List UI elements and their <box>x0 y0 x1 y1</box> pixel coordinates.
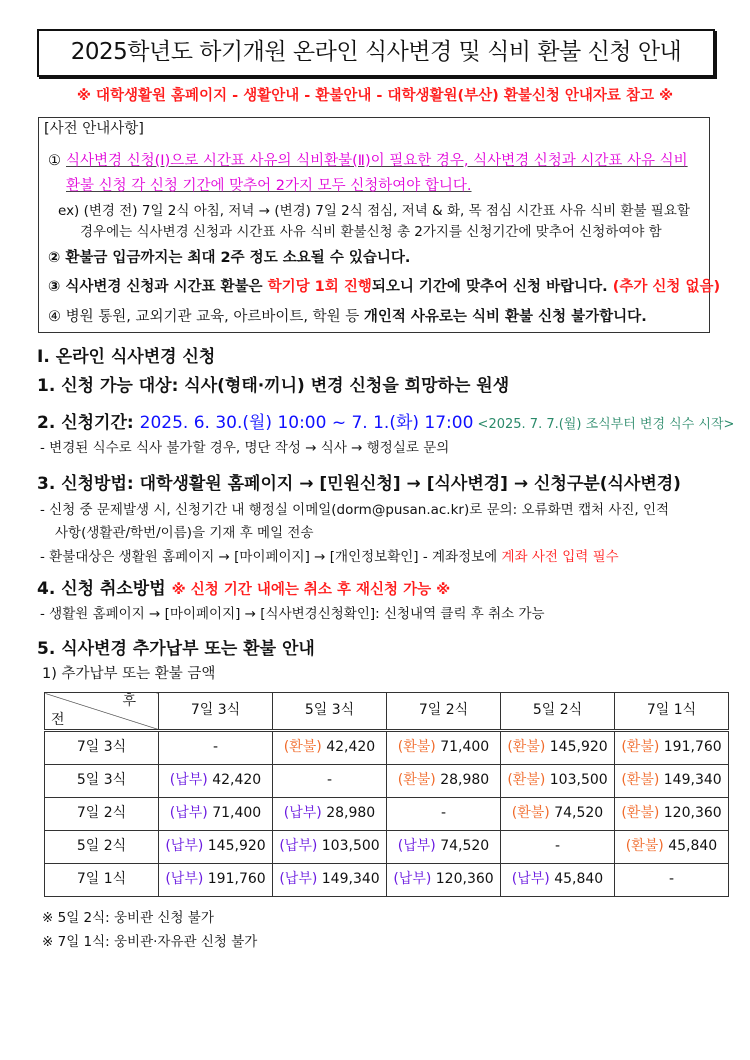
payment-tag: (납부) <box>165 838 204 855</box>
refund-tag: (환불) <box>621 805 660 822</box>
amount: 71,400 <box>212 805 262 822</box>
period-sub: - 변경된 식수로 식사 불가할 경우, 명단 작성 → 식사 → 행정실로 문의 <box>40 440 450 456</box>
eligible-target: 1. 신청 가능 대상: 식사(형태·끼니) 변경 신청을 희망하는 원생 <box>37 376 510 396</box>
application-period <box>37 413 734 433</box>
amount: - <box>440 805 447 822</box>
payment-tag: (납부) <box>279 838 318 855</box>
table-cell <box>273 731 387 765</box>
period-label: 2. 신청기간: <box>37 413 140 433</box>
table-cell <box>615 765 729 798</box>
example-line1: ex) (변경 전) 7일 2식 아침, 저녁 → (변경) 7일 2식 점심, 저녁 & 화, 목 점심 시간표 사유 식비 환불 필요할 <box>58 203 690 219</box>
item3-text: ③ 식사변경 신청과 시간표 환불은 <box>48 279 268 295</box>
payment-tag: (납부) <box>393 871 432 888</box>
before-label: 전 <box>51 711 65 728</box>
cancel-note: ※ 신청 기간 내에는 취소 후 재신청 가능 ※ <box>171 582 451 598</box>
amount: 191,760 <box>663 739 722 756</box>
table-cell <box>501 864 615 897</box>
amount: - <box>212 739 219 756</box>
method-sub1-line1: - 신청 중 문제발생 시, 신청기간 내 행정실 이메일(dorm@pusan.ac.kr)로 문의: 오류화면 캡처 사진, 인적 <box>40 502 670 518</box>
table-row <box>45 798 729 831</box>
column-header: 7일 2식 <box>387 693 501 731</box>
method-sub1-line2: 사항(생활관/학번/이름)을 기재 후 메일 전송 <box>55 525 314 541</box>
table-header-row <box>45 693 729 731</box>
example-line2: 경우에는 식사변경 신청과 시간표 사유 식비 환불신청 총 2가지를 신청기간에 맞추어 신청하여야 함 <box>80 224 662 240</box>
table-cell <box>501 831 615 864</box>
amount: - <box>668 871 675 888</box>
table-cell <box>615 731 729 765</box>
amount: 103,500 <box>321 838 380 855</box>
amount: 45,840 <box>668 838 718 855</box>
refund-tag: (환불) <box>621 772 660 789</box>
amount: 71,400 <box>440 739 490 756</box>
amount: 28,980 <box>326 805 376 822</box>
payment-tag: (납부) <box>283 805 322 822</box>
table-cell <box>159 831 273 864</box>
column-header: 7일 1식 <box>615 693 729 731</box>
table-cell <box>159 864 273 897</box>
item3-highlight: 학기당 1회 진행 <box>267 279 372 295</box>
table-cell <box>273 864 387 897</box>
amount: 149,340 <box>321 871 380 888</box>
column-header: 5일 3식 <box>273 693 387 731</box>
table-cell <box>615 798 729 831</box>
payment-tag: (납부) <box>279 871 318 888</box>
refund-tag: (환불) <box>397 772 436 789</box>
page-title: 2025학년도 하기개원 온라인 식사변경 및 식비 환불 신청 안내 <box>37 29 715 77</box>
amount: 145,920 <box>549 739 608 756</box>
item1-line2: 환불 신청 각 신청 기간에 맞추어 2가지 모두 신청하여야 합니다. <box>66 178 472 194</box>
reference-notice: ※ 대학생활원 홈페이지 - 생활안내 - 환불안내 - 대학생활원(부산) 환불신청 안내자료 참고 ※ <box>76 88 674 104</box>
refund-tag: (환불) <box>507 772 546 789</box>
refund-tag: (환불) <box>621 739 660 756</box>
table-cell <box>387 864 501 897</box>
amount: 103,500 <box>549 772 608 789</box>
amount: 74,520 <box>554 805 604 822</box>
item3 <box>48 279 720 296</box>
table-cell <box>273 798 387 831</box>
amount: - <box>554 838 561 855</box>
amount: 42,420 <box>212 772 262 789</box>
table-cell <box>501 731 615 765</box>
cancel-label: 4. 신청 취소방법 <box>37 579 172 599</box>
period-dates: 2025. 6. 30.(월) 10:00 ~ 7. 1.(화) 17:00 <box>139 413 474 433</box>
amount: - <box>326 772 333 789</box>
row-header: 7일 2식 <box>45 798 159 831</box>
cancel-method <box>37 579 450 599</box>
item4-bold: 개인적 사유로는 식비 환불 신청 불가합니다. <box>363 309 647 325</box>
payment-refund-heading: 5. 식사변경 추가납부 또는 환불 안내 <box>37 639 315 659</box>
table-cell <box>501 765 615 798</box>
column-header: 5일 2식 <box>501 693 615 731</box>
amount: 145,920 <box>207 838 266 855</box>
item3-no-extra: (추가 신청 없음) <box>612 279 721 295</box>
row-header: 5일 3식 <box>45 765 159 798</box>
refund-payment-table <box>44 692 729 897</box>
table-cell <box>273 831 387 864</box>
refund-tag: (환불) <box>397 739 436 756</box>
refund-tag: (환불) <box>283 739 322 756</box>
method-sub2-text: - 환불대상은 생활원 홈페이지 → [마이페이지] → [개인정보확인] - 계좌정보에 <box>40 549 502 565</box>
section-heading: Ⅰ. 온라인 식사변경 신청 <box>37 347 216 367</box>
cancel-sub: - 생활원 홈페이지 → [마이페이지] → [식사변경신청확인]: 신청내역 클릭 후 취소 가능 <box>40 606 545 622</box>
payment-tag: (납부) <box>169 805 208 822</box>
payment-tag: (납부) <box>511 871 550 888</box>
footnote: ※ 5일 2식: 웅비관 신청 불가 <box>42 910 214 926</box>
method-sub2 <box>40 549 619 565</box>
row-header: 5일 2식 <box>45 831 159 864</box>
amount: 45,840 <box>554 871 604 888</box>
row-header: 7일 1식 <box>45 864 159 897</box>
table-cell <box>159 798 273 831</box>
amount: 120,360 <box>435 871 494 888</box>
table-row <box>45 864 729 897</box>
table-cell <box>387 798 501 831</box>
period-note: <2025. 7. 7.(월) 조식부터 변경 식수 시작> <box>473 417 735 432</box>
after-label: 후 <box>122 693 136 709</box>
table-cell <box>615 864 729 897</box>
item3-text-cont: 되오니 기간에 맞추어 신청 바랍니다. <box>371 279 613 295</box>
refund-tag: (환불) <box>625 838 664 855</box>
table-cell <box>615 831 729 864</box>
table-row <box>45 765 729 798</box>
item4 <box>48 309 647 326</box>
table-row <box>45 831 729 864</box>
payment-tag: (납부) <box>169 772 208 789</box>
amount: 42,420 <box>326 739 376 756</box>
payment-tag: (납부) <box>165 871 204 888</box>
pre-notice-heading: [사전 안내사항] <box>44 121 144 137</box>
amount: 191,760 <box>207 871 266 888</box>
amount: 120,360 <box>663 805 722 822</box>
table-cell <box>387 765 501 798</box>
application-method: 3. 신청방법: 대학생활원 홈페이지 → [민원신청] → [식사변경] → 신청구분(식사변경) <box>37 474 681 494</box>
amount: 74,520 <box>440 838 490 855</box>
row-header: 7일 3식 <box>45 731 159 765</box>
column-header: 7일 3식 <box>159 693 273 731</box>
footnote: ※ 7일 1식: 웅비관·자유관 신청 불가 <box>42 934 258 950</box>
table-cell <box>273 765 387 798</box>
item4-text: ④ 병원 통원, 교외기관 교육, 아르바이트, 학원 등 <box>48 309 364 325</box>
item1-line1: 식사변경 신청(Ⅰ)으로 시간표 사유의 식비환불(Ⅱ)이 필요한 경우, 식사변경 신청과 시간표 사유 식비 <box>66 153 688 169</box>
refund-tag: (환불) <box>507 739 546 756</box>
item2: ② 환불금 입금까지는 최대 2주 정도 소요될 수 있습니다. <box>48 250 411 266</box>
method-sub2-required: 계좌 사전 입력 필수 <box>501 549 619 565</box>
item1-number: ① <box>48 153 61 169</box>
amount: 28,980 <box>440 772 490 789</box>
table-cell <box>159 731 273 765</box>
payment-tag: (납부) <box>397 838 436 855</box>
refund-tag: (환불) <box>511 805 550 822</box>
amount-subheading: 1) 추가납부 또는 환불 금액 <box>42 666 216 682</box>
table-cell <box>501 798 615 831</box>
amount: 149,340 <box>663 772 722 789</box>
table-row <box>45 731 729 765</box>
corner-cell <box>45 693 159 731</box>
table-cell <box>387 831 501 864</box>
table-cell <box>159 765 273 798</box>
table-cell <box>387 731 501 765</box>
